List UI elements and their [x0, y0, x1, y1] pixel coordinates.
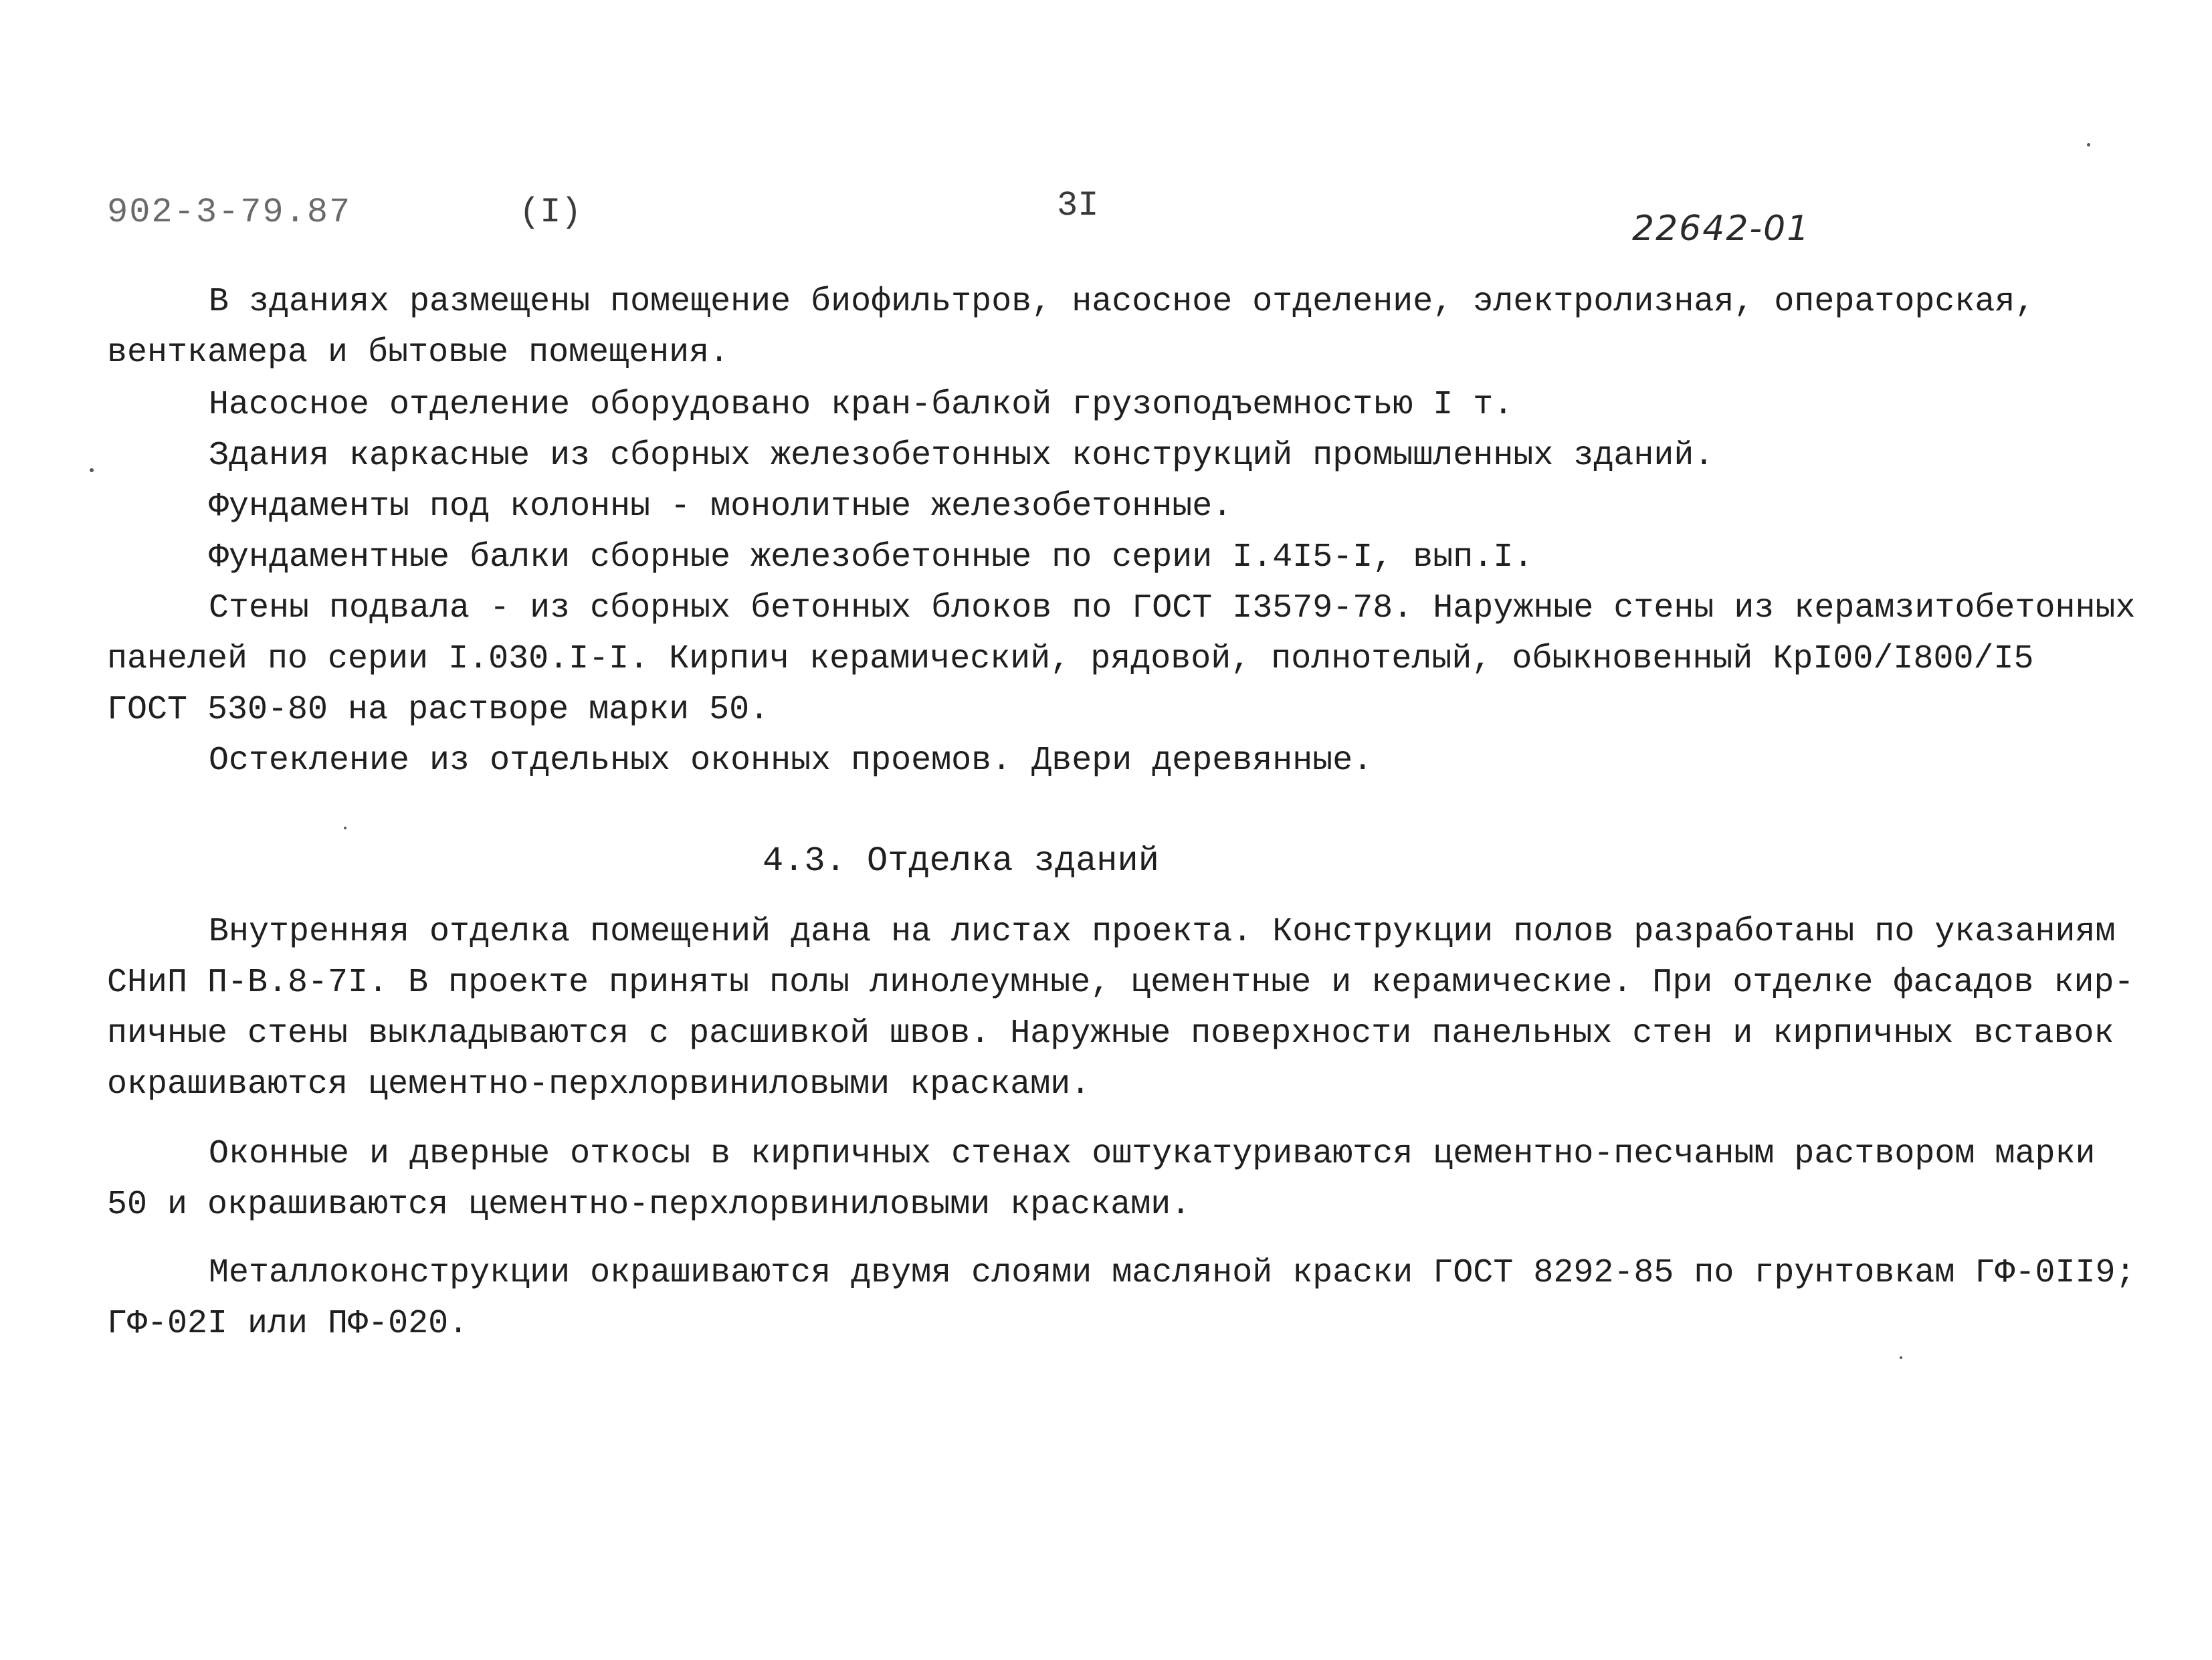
scan-speck	[1900, 1356, 1902, 1359]
text-line: 50 и окрашиваются цементно-перхлорвиниловыми красками.	[107, 1186, 1191, 1224]
text-line: Внутренняя отделка помещений дана на листах проекта. Конструкции полов разработаны по указаниям	[209, 913, 2116, 951]
text-line: Металлоконструкции окрашиваются двумя слоями масляной краски ГОСТ 8292-85 по грунтовкам ГФ-0II9;	[209, 1254, 2136, 1292]
page-number: 3I	[1057, 186, 1099, 225]
text-line: венткамера и бытовые помещения.	[107, 334, 730, 372]
archive-number-handwritten: 22642-01	[1632, 209, 1811, 249]
text-line: В зданиях размещены помещение биофильтров, насосное отделение, электролизная, операторская,	[209, 283, 2035, 321]
text-line: окрашиваются цементно-перхлорвиниловыми красками.	[107, 1065, 1091, 1104]
scan-speck	[2087, 143, 2090, 146]
text-line: пичные стены выкладываются с расшивкой швов. Наружные поверхности панельных стен и кирпичных вставок	[107, 1015, 2114, 1053]
text-line: ГФ-02I или ПФ-020.	[107, 1305, 469, 1343]
volume-number: (I)	[519, 193, 582, 232]
text-line: СНиП П-В.8-7I. В проекте приняты полы линолеумные, цементные и керамические. При отделке фасадов кир-	[107, 964, 2134, 1002]
text-line: ГОСТ 530-80 на растворе марки 50.	[107, 691, 770, 729]
document-code: 902-3-79.87	[107, 193, 352, 232]
text-line: Стены подвала - из сборных бетонных блоков по ГОСТ I3579-78. Наружные стены из керамзитобетонных	[209, 589, 2136, 627]
text-line: Здания каркасные из сборных железобетонных конструкций промышленных зданий.	[209, 437, 1714, 475]
text-line: Фундаментные балки сборные железобетонные по серии I.4I5-I, вып.I.	[209, 538, 1534, 577]
text-line: Остекление из отдельных оконных проемов. Двери деревянные.	[209, 742, 1373, 780]
section-heading: 4.3. Отделка зданий	[763, 841, 1159, 881]
text-line: Фундаменты под колонны - монолитные железобетонные.	[209, 488, 1233, 526]
text-line: Оконные и дверные откосы в кирпичных стенах оштукатуриваются цементно-песчаным раствором марки	[209, 1135, 2096, 1173]
text-line: панелей по серии I.030.I-I. Кирпич керамический, рядовой, полнотелый, обыкновенный КрI00/I800/I5	[107, 640, 2034, 678]
scan-speck	[344, 827, 346, 829]
scan-speck	[90, 468, 94, 472]
text-line: Насосное отделение оборудовано кран-балкой грузоподъемностью I т.	[209, 386, 1514, 424]
